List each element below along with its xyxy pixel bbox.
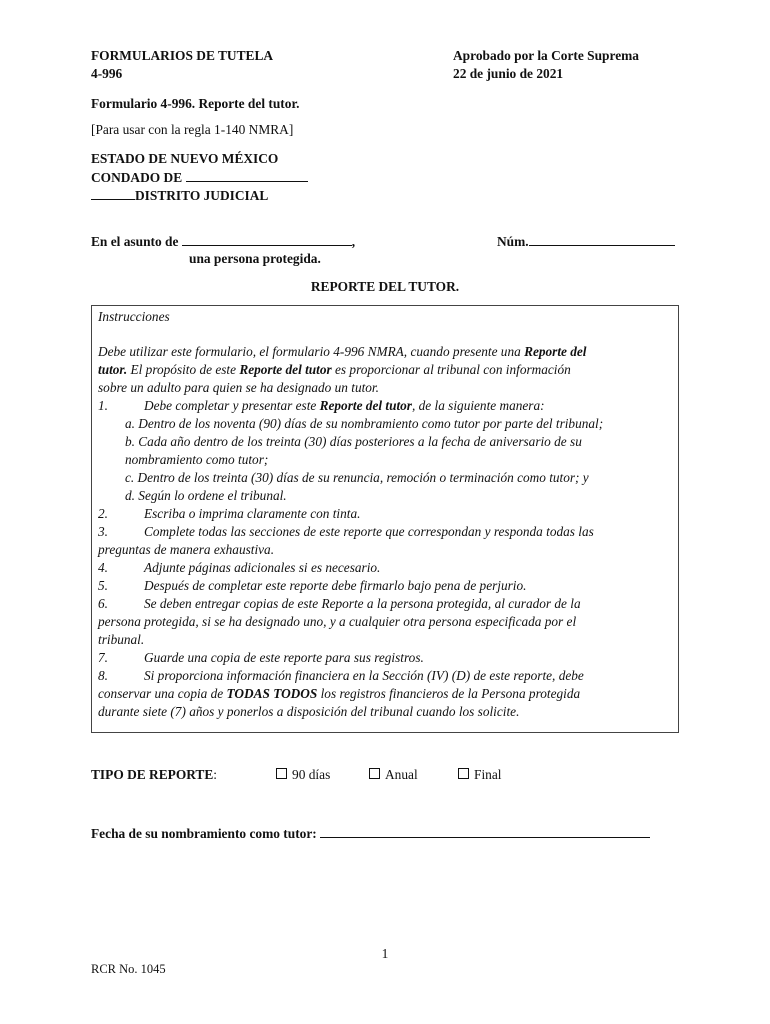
intro-line-2: tutor. El propósito de este Reporte del tutor es proporcionar al tribunal con información: [98, 362, 571, 377]
intro-line-1: Debe utilizar este formulario, el formulario 4-996 NMRA, cuando presente una Reporte del: [98, 344, 587, 359]
appointment-label: Fecha de su nombramiento como tutor:: [91, 826, 317, 841]
instruction-item-7: 7. Guarde una copia de este reporte para sus registros.: [98, 650, 424, 665]
form-series-title: FORMULARIOS DE TUTELA: [91, 48, 274, 63]
instruction-item-6-cont: persona protegida, si se ha designado uno, y a cualquier otra persona especificada por el: [98, 614, 577, 629]
case-number-row: [497, 233, 675, 250]
option-anual[interactable]: Anual: [369, 767, 418, 783]
county-field[interactable]: [186, 169, 308, 182]
protected-person-label: una persona protegida.: [189, 251, 321, 266]
state-name: ESTADO DE NUEVO MÉXICO: [91, 151, 279, 166]
checkbox-final[interactable]: [458, 768, 469, 779]
instruction-item-8: 8. Si proporciona información financiera en la Sección (IV) (D) de este reporte, debe: [98, 668, 584, 683]
matter-name-field[interactable]: [182, 233, 352, 246]
matter-row: [91, 233, 355, 250]
instruction-item-3: 3. Complete todas las secciones de este reporte que correspondan y responda todas las: [98, 524, 594, 539]
instruction-item-4: 4. Adjunte páginas adicionales si es necesario.: [98, 560, 381, 575]
case-number-label: Núm.: [497, 234, 529, 249]
page-number: 1: [381, 946, 389, 961]
approval-date: 22 de junio de 2021: [453, 66, 564, 81]
instruction-item-8-cont-2: durante siete (7) años y ponerlos a disposición del tribunal cuando los solicite.: [98, 704, 520, 719]
instructions-box: [91, 305, 679, 733]
instruction-sub-b-cont: nombramiento como tutor;: [125, 452, 269, 467]
appointment-date-field[interactable]: [320, 825, 650, 838]
district-label: DISTRITO JUDICIAL: [135, 188, 269, 203]
instruction-sub-d: d. Según lo ordene el tribunal.: [125, 488, 287, 503]
county-label: CONDADO DE: [91, 170, 183, 185]
instructions-heading: Instrucciones: [98, 309, 170, 324]
report-title: REPORTE DEL TUTOR.: [310, 279, 460, 294]
checkbox-anual[interactable]: [369, 768, 380, 779]
option-90-dias[interactable]: 90 días: [276, 767, 330, 783]
instruction-item-3-cont: preguntas de manera exhaustiva.: [98, 542, 275, 557]
instruction-sub-c: c. Dentro de los treinta (30) días de su renuncia, remoción o terminación como tutor; y: [125, 470, 589, 485]
instruction-sub-b: b. Cada año dentro de los treinta (30) días posteriores a la fecha de aniversario de su: [125, 434, 582, 449]
appointment-row: [91, 825, 650, 842]
form-number: 4-996: [91, 66, 123, 81]
case-number-field[interactable]: [529, 233, 675, 246]
report-type-label: TIPO DE REPORTE:: [91, 767, 218, 782]
instruction-item-6-cont-2: tribunal.: [98, 632, 145, 647]
instruction-sub-a: a. Dentro de los noventa (90) días de su nombramiento como tutor por parte del tribunal;: [125, 416, 604, 431]
form-title: Formulario 4-996. Reporte del tutor.: [91, 96, 300, 111]
rcr-number: RCR No. 1045: [91, 962, 166, 976]
option-final[interactable]: Final: [458, 767, 502, 783]
instruction-item-5: 5. Después de completar este reporte debe firmarlo bajo pena de perjurio.: [98, 578, 527, 593]
intro-line-3: sobre un adulto para quien se ha designado un tutor.: [98, 380, 379, 395]
district-field[interactable]: [91, 187, 135, 200]
checkbox-90-dias[interactable]: [276, 768, 287, 779]
instruction-item-8-cont: conservar una copia de TODAS TODOS los registros financieros de la Persona protegida: [98, 686, 581, 701]
matter-label: En el asunto de: [91, 234, 179, 249]
instruction-item-6: 6. Se deben entregar copias de este Reporte a la persona protegida, al curador de la: [98, 596, 581, 611]
instruction-item-1: 1. Debe completar y presentar este Reporte del tutor, de la siguiente manera:: [98, 398, 545, 413]
approval-note: Aprobado por la Corte Suprema: [453, 48, 639, 63]
district-row: [91, 187, 268, 204]
rule-note: [Para usar con la regla 1-140 NMRA]: [91, 122, 294, 137]
instruction-item-2: 2. Escriba o imprima claramente con tinta.: [98, 506, 361, 521]
matter-comma: ,: [351, 234, 356, 249]
county-row: [91, 169, 308, 186]
